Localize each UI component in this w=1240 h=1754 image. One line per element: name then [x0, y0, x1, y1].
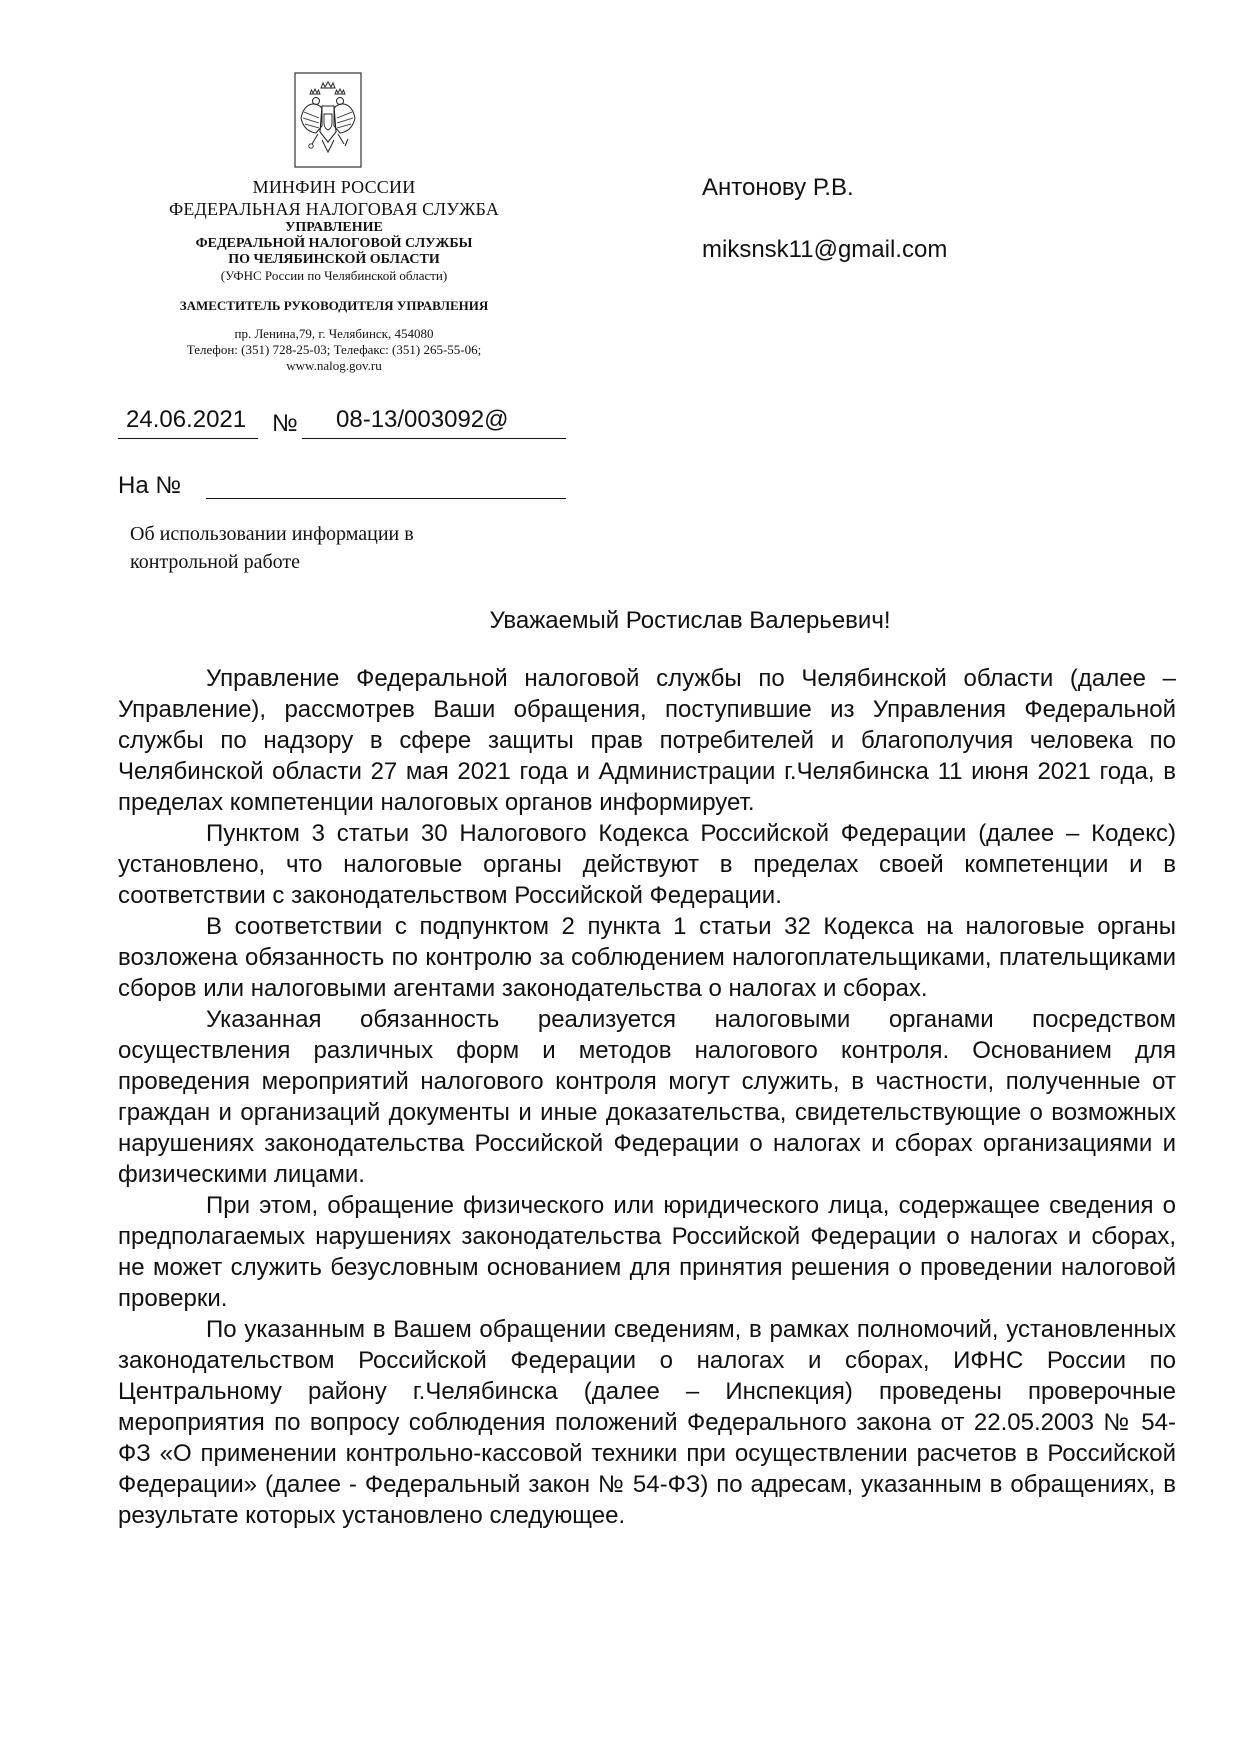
directorate-line-2: ФЕДЕРАЛЬНОЙ НАЛОГОВОЙ СЛУЖБЫ — [195, 236, 473, 251]
letter-number: 08-13/003092@ — [336, 406, 509, 433]
sender-header — [110, 176, 558, 374]
body-paragraph: Указанная обязанность реализуется налоговыми органами посредством осуществления различных форм и методов налогового контроля. Основанием для проведения мероприятий налогового контроля могут служить, в частности, полученные от граждан и организаций документы и иные доказательства, свидетельствующие о возможных нарушениях законодательства Российской Федерации о налогах и сборах организациями и физическими лицами. — [118, 1006, 1176, 1188]
addressee-name: Антонову Р.В. — [702, 174, 854, 201]
website: www.nalog.gov.ru — [286, 358, 382, 373]
body-paragraph: Пунктом 3 статьи 30 Налогового Кодекса Российской Федерации (далее – Кодекс) установлено, что налоговые органы действуют в пределах своей компетенции и в соответствии с законодательством Российской Федерации. — [118, 820, 1176, 909]
directorate-short-name: (УФНС России по Челябинской области) — [220, 268, 448, 283]
body-paragraph: По указанным в Вашем обращении сведениям, в рамках полномочий, установленных законодательством Российской Федерации о налогах и сборах, ИФНС России по Центральному району г.Челябинска (далее – Инспекция) проведены проверочные мероприятия по вопросу соблюдения положений Федерального закона от 22.05.2003 № 54-ФЗ «О применении контрольно-кассовой техники при осуществлении расчетов в Российской Федерации» (далее - Федеральный закон № 54-ФЗ) по адресам, указанным в обращениях, в результате которых установлено следующее. — [118, 1316, 1176, 1529]
reply-to-underline — [206, 498, 566, 499]
phone-numbers: Телефон: (351) 728-25-03; Телефакс: (351) 265-55-06; — [186, 342, 482, 357]
letter-subject: Об использовании информации в контрольной работе — [130, 523, 414, 573]
date-underline — [118, 438, 258, 439]
ministry-name: МИНФИН РОССИИ — [252, 177, 416, 197]
letter-body — [118, 663, 1176, 1531]
reply-to-label: На № — [118, 472, 182, 499]
letter-date: 24.06.2021 — [126, 406, 247, 433]
body-paragraph: Управление Федеральной налоговой службы по Челябинской области (далее – Управление), рассмотрев Ваши обращения, поступившие из Управления Федеральной службы по надзору в сфере защиты прав потребителей и благополучия человека по Челябинской области 27 мая 2021 года и Администрации г.Челябинска 11 июня 2021 года, в пределах компетенции налоговых органов информирует. — [118, 665, 1176, 816]
addressee-email[interactable]: miksnsk11@gmail.com — [702, 236, 948, 263]
body-paragraph: При этом, обращение физического или юридического лица, содержащее сведения о предполагаемых нарушениях законодательства Российской Федерации о налогах и сборах, не может служить безусловным основанием для принятия решения о проведении налоговой проверки. — [118, 1192, 1176, 1312]
directorate-line-3: ПО ЧЕЛЯБИНСКОЙ ОБЛАСТИ — [228, 252, 440, 267]
directorate-line-1: УПРАВЛЕНИЕ — [285, 220, 383, 235]
number-label: № — [272, 410, 298, 437]
postal-address: пр. Ленина,79, г. Челябинск, 454080 — [234, 326, 434, 341]
signatory-position: ЗАМЕСТИТЕЛЬ РУКОВОДИТЕЛЯ УПРАВЛЕНИЯ — [179, 298, 489, 313]
body-paragraph: В соответствии с подпунктом 2 пункта 1 статьи 32 Кодекса на налоговые органы возложена обязанность по контролю за соблюдением налогоплательщиками, плательщиками сборов или налоговыми агентами законодательства о налогах и сборах. — [118, 913, 1176, 1002]
number-underline — [302, 438, 566, 439]
state-emblem-icon — [294, 72, 362, 168]
service-name: ФЕДЕРАЛЬНАЯ НАЛОГОВАЯ СЛУЖБА — [168, 199, 500, 219]
greeting: Уважаемый Ростислав Валерьевич! — [489, 607, 891, 634]
